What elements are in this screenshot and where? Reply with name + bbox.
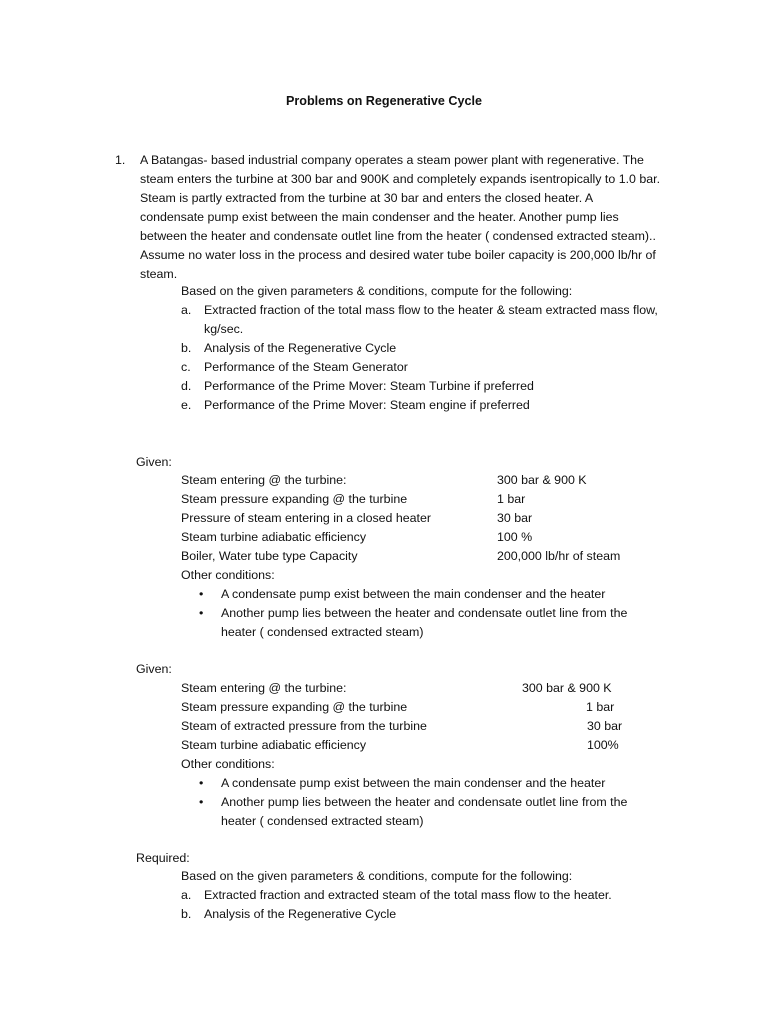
bullet-item bbox=[181, 585, 701, 604]
bullet-item bbox=[181, 604, 701, 642]
list-item bbox=[181, 905, 701, 924]
list-item-text: Performance of the Prime Mover: Steam Turbine if preferred bbox=[204, 379, 534, 393]
given-value: 100 % bbox=[497, 530, 533, 544]
given-label: Steam of extracted pressure from the turbine bbox=[181, 719, 427, 733]
given-value: 300 bar & 900 K bbox=[522, 681, 612, 695]
given-value: 300 bar & 900 K bbox=[497, 473, 587, 487]
given-row bbox=[181, 547, 701, 566]
given-row bbox=[181, 679, 701, 698]
other-conditions-label: Other conditions: bbox=[181, 757, 275, 771]
list-marker: a. bbox=[181, 888, 192, 902]
required-intro: Based on the given parameters & conditions, compute for the following: bbox=[181, 869, 573, 883]
list-marker: a. bbox=[181, 303, 192, 317]
other-conditions-label: Other conditions: bbox=[181, 568, 275, 582]
given-row bbox=[181, 471, 701, 490]
page-title: Problems on Regenerative Cycle bbox=[286, 94, 482, 108]
list-item-text: Analysis of the Regenerative Cycle bbox=[204, 341, 397, 355]
given-value: 100% bbox=[587, 738, 619, 752]
problem-intro: Based on the given parameters & conditions, compute for the following: bbox=[181, 284, 573, 298]
list-item bbox=[181, 886, 701, 905]
list-item bbox=[181, 396, 701, 415]
problem-line: steam enters the turbine at 300 bar and 900K and completely expands isentropically to 1.0 bar. bbox=[140, 172, 661, 186]
given-value: 1 bar bbox=[497, 492, 526, 506]
given-row bbox=[181, 509, 701, 528]
list-item-text: Performance of the Steam Generator bbox=[204, 360, 408, 374]
given-value: 1 bar bbox=[586, 700, 615, 714]
bullet-icon: • bbox=[199, 795, 204, 809]
given-heading: Given: bbox=[136, 455, 172, 469]
problem-number: 1. bbox=[115, 153, 126, 167]
list-marker: b. bbox=[181, 907, 192, 921]
given-value: 30 bar bbox=[587, 719, 623, 733]
list-marker: e. bbox=[181, 398, 192, 412]
list-item-text: Extracted fraction of the total mass flow to the heater & steam extracted mass flow, bbox=[204, 303, 658, 317]
given-row bbox=[181, 736, 701, 755]
given-value: 200,000 lb/hr of steam bbox=[497, 549, 621, 563]
problem-line: steam. bbox=[140, 267, 178, 281]
list-item-text: Analysis of the Regenerative Cycle bbox=[204, 907, 397, 921]
bullet-icon: • bbox=[199, 587, 204, 601]
given-label: Steam pressure expanding @ the turbine bbox=[181, 492, 408, 506]
problem-line: Steam is partly extracted from the turbine at 30 bar and enters the closed heater. A bbox=[140, 191, 594, 205]
problem-task-list bbox=[181, 301, 701, 415]
bullet-text-continuation: heater ( condensed extracted steam) bbox=[221, 814, 424, 828]
given-value: 30 bar bbox=[497, 511, 533, 525]
given-label: Pressure of steam entering in a closed heater bbox=[181, 511, 432, 525]
given-label: Steam turbine adiabatic efficiency bbox=[181, 738, 367, 752]
required-heading: Required: bbox=[136, 851, 190, 865]
given-table bbox=[181, 471, 701, 642]
given-heading: Given: bbox=[136, 662, 172, 676]
list-item-continuation: kg/sec. bbox=[204, 322, 244, 336]
list-marker: d. bbox=[181, 379, 192, 393]
given-row bbox=[181, 490, 701, 509]
given-row bbox=[181, 528, 701, 547]
given-label: Boiler, Water tube type Capacity bbox=[181, 549, 358, 563]
bullet-icon: • bbox=[199, 776, 204, 790]
bullet-item bbox=[181, 774, 701, 793]
list-marker: c. bbox=[181, 360, 191, 374]
list-item bbox=[181, 358, 701, 377]
bullet-icon: • bbox=[199, 606, 204, 620]
problem-line: condensate pump exist between the main condenser and the heater. Another pump lies bbox=[140, 210, 619, 224]
given-label: Steam pressure expanding @ the turbine bbox=[181, 700, 408, 714]
bullet-text: A condensate pump exist between the main condenser and the heater bbox=[221, 776, 606, 790]
bullet-text: Another pump lies between the heater and condensate outlet line from the bbox=[221, 795, 628, 809]
list-item-text: Extracted fraction and extracted steam of the total mass flow to the heater. bbox=[204, 888, 612, 902]
list-item bbox=[181, 339, 701, 358]
given-row bbox=[181, 698, 701, 717]
given-label: Steam entering @ the turbine: bbox=[181, 473, 347, 487]
given-label: Steam entering @ the turbine: bbox=[181, 681, 347, 695]
bullet-text-continuation: heater ( condensed extracted steam) bbox=[221, 625, 424, 639]
problem-line: A Batangas- based industrial company operates a steam power plant with regenerative. The bbox=[140, 153, 644, 167]
bullet-text: Another pump lies between the heater and condensate outlet line from the bbox=[221, 606, 628, 620]
given-table bbox=[181, 679, 701, 831]
list-item bbox=[181, 301, 701, 339]
given-row bbox=[181, 717, 701, 736]
problem-line: Assume no water loss in the process and desired water tube boiler capacity is 200,000 lb/hr of bbox=[140, 248, 656, 262]
list-item bbox=[181, 377, 701, 396]
list-item-text: Performance of the Prime Mover: Steam engine if preferred bbox=[204, 398, 530, 412]
bullet-item bbox=[181, 793, 701, 831]
problem-line: between the heater and condensate outlet line from the heater ( condensed extracted steam).. bbox=[140, 229, 656, 243]
bullet-text: A condensate pump exist between the main condenser and the heater bbox=[221, 587, 606, 601]
given-label: Steam turbine adiabatic efficiency bbox=[181, 530, 367, 544]
list-marker: b. bbox=[181, 341, 192, 355]
required-section bbox=[181, 867, 701, 924]
problem-paragraph bbox=[115, 151, 700, 284]
